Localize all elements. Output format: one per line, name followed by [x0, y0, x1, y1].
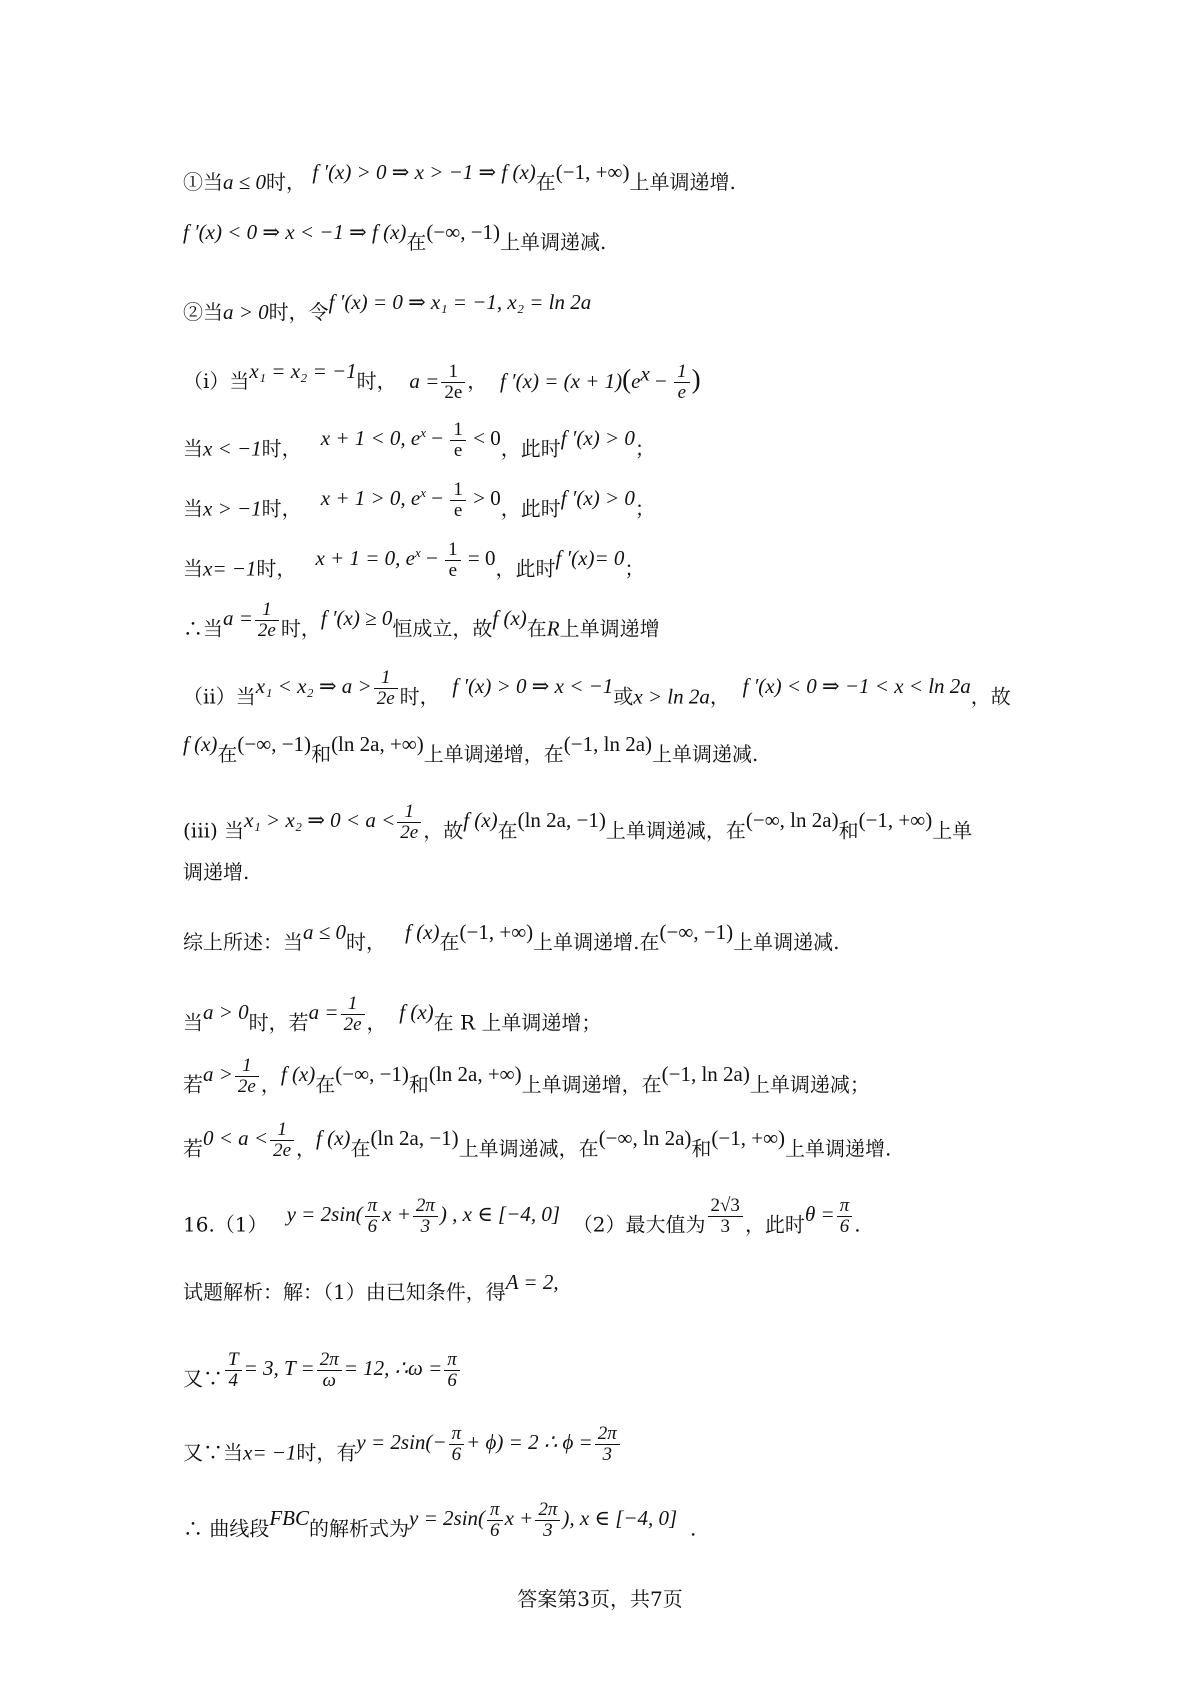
- text: (iii) 当: [183, 818, 245, 843]
- text: 时，: [399, 684, 440, 709]
- line-decrease: [183, 220, 607, 254]
- math-interval: (−∞, −1): [426, 220, 501, 244]
- math-group: y = 2sin( $\frac{\pi}{6}$ x + $\frac{2\pi}{3}$ ) , x ∈ [−4, 0]: [286, 1195, 561, 1237]
- fraction: $\frac{2√3}{3}$: [708, 1196, 743, 1237]
- math: f ′(x) < 0 ⇒ −1 < x < ln 2a: [742, 674, 971, 699]
- text: 在: [497, 818, 518, 843]
- text: ∴ 曲线段: [183, 1516, 270, 1541]
- line-phase: [183, 1423, 622, 1475]
- text: 上单调递增，在: [521, 1072, 662, 1097]
- math-group: θ = $\frac{\pi}{6}$: [805, 1202, 854, 1226]
- text: 的解析式为: [309, 1516, 410, 1541]
- text: 调递增.: [183, 860, 250, 884]
- math: f (x): [463, 808, 498, 833]
- math-interval: (−1, +∞): [459, 920, 534, 944]
- text: 在: [439, 930, 460, 954]
- text: 若: [183, 1072, 203, 1097]
- math-interval: (ln 2a, −1): [517, 808, 606, 833]
- math: R: [546, 616, 560, 641]
- line-x-gt: [183, 479, 655, 531]
- math: f ′(x) ≥ 0: [320, 606, 393, 631]
- fraction: $\frac{1}{e}$: [450, 420, 466, 461]
- math: f ′(x) > 0: [560, 486, 635, 511]
- line-subcase-ii: [183, 667, 1011, 719]
- text: 上单调递减.: [500, 230, 607, 254]
- math-interval: (−∞, ln 2a): [745, 808, 839, 833]
- text: 在 R 上单调递增；: [433, 1010, 602, 1035]
- math-interval: (−1, +∞): [858, 808, 933, 833]
- text: ，: [467, 368, 488, 393]
- fraction: $\frac{1}{2e}$: [270, 1120, 294, 1161]
- math-group: a = $\frac{1}{2e}$: [223, 606, 281, 630]
- text: 在: [406, 230, 427, 254]
- math: f (x): [280, 1062, 316, 1087]
- line-case-1: [183, 160, 736, 194]
- fraction: $\frac{1}{2e}$: [255, 600, 279, 641]
- text: ，此时: [495, 556, 556, 581]
- text: ，: [709, 684, 730, 709]
- text: 恒成立，故: [392, 616, 493, 641]
- text: 当: [183, 496, 203, 521]
- text: 上单调递增.: [629, 170, 736, 194]
- math-group: y = 2sin( $\frac{\pi}{6}$ x + $\frac{2\pi}{3}$ ), x ∈ [−4, 0]: [409, 1499, 678, 1541]
- line-ii-result: [183, 732, 759, 766]
- math: x < −1: [203, 436, 262, 461]
- math-interval: (−∞, −1): [335, 1062, 409, 1087]
- text: 综上所述：当: [183, 930, 303, 954]
- math: x > −1: [203, 496, 262, 521]
- text: 时，: [356, 368, 397, 393]
- text: 时，: [261, 436, 302, 461]
- math: x₁ = x₂ = −1: [249, 358, 357, 383]
- text: ∴当: [183, 616, 223, 641]
- text: 又∵当: [183, 1440, 243, 1465]
- line-solution-start: [183, 1270, 559, 1304]
- text: 上单调递增.: [785, 1136, 892, 1161]
- math: f ′(x)= 0: [555, 546, 625, 571]
- fraction: $\frac{1}{e}$: [445, 540, 461, 581]
- text: ；: [634, 496, 655, 521]
- text: 上单调递减.: [733, 930, 840, 954]
- text: 当: [183, 1010, 203, 1035]
- text: ，故: [970, 684, 1011, 709]
- text: 若: [183, 1136, 203, 1161]
- math: FBC: [269, 1506, 310, 1531]
- text: 或: [613, 684, 634, 709]
- line-iii-cont: [183, 862, 249, 882]
- fraction: $\frac{2\pi}{\omega}$: [317, 1350, 342, 1391]
- fraction: $\frac{1}{e}$: [450, 480, 466, 521]
- math: x > ln 2a: [633, 684, 710, 709]
- text: 和: [838, 818, 859, 843]
- math-interval: (−1, +∞): [711, 1126, 786, 1151]
- text: 上单调递增.在: [533, 930, 660, 954]
- line-summary-a-pos: [183, 993, 602, 1045]
- text: 上单调递减，在: [605, 818, 746, 843]
- text: ，: [296, 1136, 317, 1161]
- text: 在: [350, 1136, 371, 1161]
- text: 时，若: [248, 1010, 309, 1035]
- math-interval: (ln 2a, +∞): [331, 732, 424, 756]
- math: −: [649, 368, 673, 393]
- math-interval: (−1, ln 2a): [661, 1062, 750, 1087]
- fraction: $\frac{\pi}{6}$: [444, 1350, 460, 1391]
- fraction: $\frac{2\pi}{3}$: [535, 1500, 560, 1541]
- fraction: $\frac{2\pi}{3}$: [595, 1424, 620, 1465]
- math: a > 0: [223, 300, 269, 324]
- text: ，此时: [500, 436, 561, 461]
- text: .: [854, 1212, 861, 1237]
- text: （ii）当: [183, 684, 256, 709]
- math: f (x): [183, 732, 218, 756]
- text: ，此时: [500, 496, 561, 521]
- math: x= −1: [203, 556, 257, 581]
- fraction: $\frac{1}{2e}$: [341, 994, 365, 1035]
- text: 上单调递减.: [652, 742, 759, 766]
- text: 时，: [256, 556, 297, 581]
- math-group: y = 2sin(− $\frac{\pi}{6}$ + ϕ) = 2 ∴ ϕ = $\frac{2\pi}{3}$: [356, 1430, 621, 1454]
- fraction: $\frac{1}{e}$: [674, 362, 690, 403]
- text: ，: [260, 1072, 281, 1097]
- text: 时，: [280, 616, 321, 641]
- text: 上单调递减；: [749, 1072, 870, 1097]
- text: 时，令: [268, 300, 329, 324]
- math-group: $\frac{T}{4}$ = 3, T = $\frac{2\pi}{\omega}$ = 12, ∴ω = $\frac{\pi}{6}$: [223, 1356, 462, 1380]
- text: ，此时: [744, 1212, 805, 1237]
- math-interval: (−1, ln 2a): [563, 732, 653, 756]
- fraction: $\frac{\pi}{6}$: [837, 1196, 853, 1237]
- text: ，: [366, 1010, 387, 1035]
- line-case-2: [183, 290, 592, 324]
- line-conclusion-i: [183, 599, 660, 651]
- math: f ′(x) > 0: [560, 426, 635, 451]
- text: 时，: [346, 930, 387, 954]
- math-interval: (ln 2a, −1): [370, 1126, 459, 1151]
- text: 时，: [266, 170, 307, 194]
- text: 在: [526, 616, 547, 641]
- math: f (x): [316, 1126, 351, 1151]
- text: 当: [183, 556, 203, 581]
- text: 和: [311, 742, 332, 766]
- text: 时，: [261, 496, 302, 521]
- math: a > 0: [203, 1000, 249, 1025]
- question-number: 16.（1）: [183, 1212, 268, 1237]
- fraction: $\frac{1}{2e}$: [374, 668, 398, 709]
- text: 时，有: [296, 1440, 357, 1465]
- fraction: $\frac{\pi}{6}$: [487, 1500, 503, 1541]
- text: （i）当: [183, 368, 250, 393]
- fraction: $\frac{\pi}{6}$: [449, 1424, 465, 1465]
- line-period: [183, 1349, 462, 1401]
- line-summary-a-lt: [183, 1119, 892, 1171]
- text: 试题解析：解：（1）由已知条件，得: [183, 1280, 506, 1304]
- text: ②当: [183, 300, 223, 324]
- math-interval: (ln 2a, +∞): [428, 1062, 522, 1087]
- text: 和: [408, 1072, 429, 1097]
- math: f (x): [405, 920, 440, 944]
- text: 上单调递减，在: [458, 1136, 599, 1161]
- math: f ′(x) < 0 ⇒ x < −1 ⇒ f (x): [183, 220, 407, 244]
- fraction: $\frac{1}{2e}$: [441, 362, 465, 403]
- math: a ≤ 0: [223, 170, 267, 194]
- math: f (x): [492, 606, 527, 631]
- fraction: $\frac{2\pi}{3}$: [413, 1196, 438, 1237]
- line-subcase-iii: [183, 801, 973, 853]
- math: f ′(x) = 0 ⇒ x₁ = −1, x₂ = ln 2a: [328, 290, 592, 314]
- math-group: a > $\frac{1}{2e}$: [203, 1062, 261, 1086]
- line-summary-a-gt: [183, 1055, 870, 1107]
- math-group: x₁ < x₂ ⇒ a > $\frac{1}{2e}$: [256, 674, 400, 698]
- math: e: [631, 368, 641, 393]
- line-x-eq: [183, 539, 645, 591]
- text: ；: [634, 436, 655, 461]
- math: a ≤ 0: [303, 920, 347, 944]
- math: A = 2,: [505, 1270, 559, 1294]
- math-interval: (−∞, −1): [237, 732, 312, 756]
- math-group: x₁ > x₂ ⇒ 0 < a < $\frac{1}{2e}$: [244, 808, 423, 832]
- math: x= −1: [243, 1440, 297, 1465]
- paren: ): [691, 363, 701, 394]
- line-curve-formula: [183, 1499, 697, 1551]
- text: .: [689, 1516, 697, 1541]
- line-subcase-i: [183, 358, 701, 403]
- fraction: $\frac{1}{2e}$: [235, 1056, 259, 1097]
- math: f ′(x) > 0 ⇒ x > −1 ⇒ f (x): [312, 160, 536, 184]
- text: ；: [624, 556, 645, 581]
- text: 和: [691, 1136, 712, 1161]
- fraction: $\frac{T}{4}$: [225, 1350, 242, 1391]
- text: 上单调递增，在: [423, 742, 564, 766]
- math: f ′(x) > 0 ⇒ x < −1: [452, 674, 614, 699]
- fraction: $\frac{1}{2e}$: [397, 802, 421, 843]
- math-group: x + 1 < 0, $e^x$ − $\frac{1}{e}$ < 0: [320, 419, 501, 461]
- text: 又∵: [183, 1366, 223, 1391]
- math-interval: (−∞, −1): [659, 920, 734, 944]
- line-summary: [183, 920, 840, 954]
- math-group: a = $\frac{1}{2e}$: [309, 1000, 367, 1024]
- math-group: x + 1 > 0, $e^x$ − $\frac{1}{e}$ > 0: [320, 479, 501, 521]
- text: 在: [535, 170, 556, 194]
- fraction: $\frac{\pi}{6}$: [365, 1196, 381, 1237]
- math: f (x): [399, 1000, 434, 1025]
- math-group: 0 < a < $\frac{1}{2e}$: [203, 1126, 296, 1150]
- math-interval: (−∞, ln 2a): [598, 1126, 692, 1151]
- paren: (: [622, 363, 632, 394]
- math-interval: (−1, +∞): [555, 160, 630, 184]
- math-group: [706, 1195, 745, 1237]
- text: （2）最大值为: [572, 1212, 706, 1237]
- math: a =: [409, 368, 440, 393]
- text: 上单: [932, 818, 973, 843]
- math: f ′(x) = (x + 1): [499, 368, 623, 393]
- line-x-lt: [183, 419, 655, 471]
- text: 在: [217, 742, 238, 766]
- math-sup: x: [640, 361, 650, 386]
- page-footer: 答案第3页，共7页: [517, 1587, 683, 1611]
- text: 在: [315, 1072, 336, 1097]
- text: ①当: [183, 170, 223, 194]
- text: ，故: [423, 818, 464, 843]
- math-group: x + 1 = 0, $e^x$ − $\frac{1}{e}$ = 0: [315, 539, 496, 581]
- text: 上单调递增: [559, 616, 660, 641]
- line-q16-answer: [183, 1195, 861, 1247]
- text: 当: [183, 436, 203, 461]
